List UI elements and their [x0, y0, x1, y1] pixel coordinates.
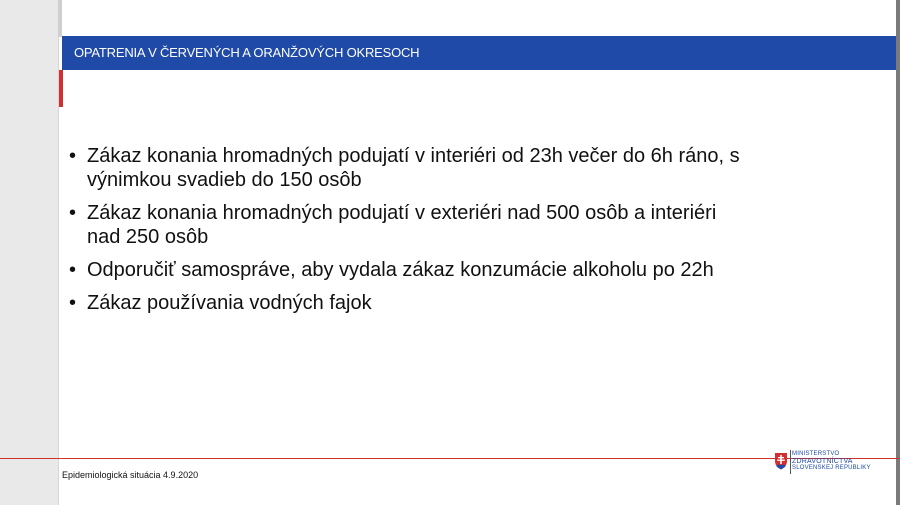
- footer-caption: Epidemiologická situácia 4.9.2020: [62, 470, 199, 480]
- bullet-text-line: nad 250 osôb: [87, 226, 209, 248]
- red-accent-bar: [59, 70, 63, 107]
- bullet-dot: •: [69, 145, 77, 167]
- bullet-list: [66, 144, 826, 324]
- slovak-coat-of-arms-icon: [774, 452, 788, 470]
- logo-line-1: MINISTERSTVO: [792, 451, 840, 457]
- bullet-text-line: Zákaz používania vodných fajok: [87, 292, 372, 314]
- bullet-text-line: výnimkou svadieb do 150 osôb: [87, 169, 362, 191]
- list-item: [66, 144, 826, 192]
- logo-line-3: SLOVENSKEJ REPUBLIKY: [792, 465, 871, 471]
- bullet-dot: •: [69, 292, 77, 314]
- list-item: [66, 291, 826, 315]
- slide-title: OPATRENIA V ČERVENÝCH A ORANŽOVÝCH OKRESOCH: [74, 45, 420, 60]
- bullet-text-line: Zákaz konania hromadných podujatí v interiéri od 23h večer do 6h ráno, s: [87, 145, 740, 167]
- logo-divider: [790, 450, 791, 474]
- left-edge-bar: [58, 0, 62, 37]
- title-bar: [62, 36, 896, 70]
- list-item: [66, 258, 826, 282]
- footer-divider: [0, 458, 900, 459]
- window-right-edge: [896, 0, 900, 505]
- bullet-dot: •: [69, 202, 77, 224]
- logo-line-2: ZDRAVOTNÍCTVA: [792, 458, 853, 465]
- list-item: [66, 201, 826, 249]
- bullet-text-line: Odporučiť samospráve, aby vydala zákaz konzumácie alkoholu po 22h: [87, 259, 714, 281]
- bullet-dot: •: [69, 259, 77, 281]
- logo-text: [792, 451, 871, 472]
- bullet-text-line: Zákaz konania hromadných podujatí v exteriéri nad 500 osôb a interiéri: [87, 202, 717, 224]
- ministry-logo: [774, 450, 884, 476]
